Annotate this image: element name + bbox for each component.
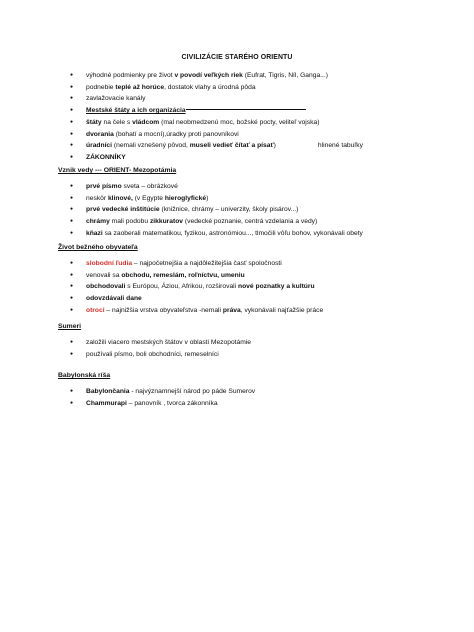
- list-item: ● podnebie teplé až horúce, dostatok vlahy a úrodná pôda: [58, 82, 444, 94]
- list-item: ● prvé vedecké inštitúcie (knižnice, chrámy – univerzity, školy pisárov...): [58, 204, 444, 216]
- intro-section: [58, 70, 444, 164]
- section-heading: Vznik vedy --- ORIENT- Mezopotámia: [58, 167, 177, 174]
- list-item: ● štáty na čele s vládcom (mal neobmedzenú moc, božské pocty, veliteľ vojska): [58, 117, 444, 129]
- list-item: ● založili viacero mestských štátov v oblasti Mezopotámie: [58, 337, 444, 349]
- babylon-list: [58, 386, 444, 409]
- section-heading: Babylonská ríša: [58, 372, 111, 379]
- list-item: ● venovali sa obchodu, remeslám, roľníctvu, umeniu: [58, 270, 444, 282]
- list-item: ● výhodné podmienky pre život v povodí veľkých riek (Eufrat, Tigris, Níl, Ganga...): [58, 70, 444, 82]
- list-item: ● úradníci (nemali vznešený pôvod, museli vedieť čítať a písať) hlinené tabuľky: [58, 140, 444, 152]
- science-list: [58, 181, 444, 240]
- list-item: ● slobodní ľudia – najpočetnejšia a najdôležitejšia časť spoločnosti: [58, 258, 444, 270]
- section-heading: Sumeri: [58, 323, 82, 330]
- list-item: ● prvé písmo sveta – obrázkové: [58, 181, 444, 193]
- list-item: ● Mestské štáty a ich organizácia: [58, 105, 444, 117]
- list-item: ● otroci – najnižšia vrstva obyvateľstva -nemali práva, vykonávali najťažšie práce: [58, 305, 444, 317]
- section-sumerians: [58, 323, 444, 360]
- list-item: ● používali písmo, boli obchodníci, remeselníci: [58, 349, 444, 361]
- document-title: CIVILIZÁCIE STARÉHO ORIENTU: [181, 54, 293, 61]
- list-item: ● chrámy mali podobu zikkuratov (vedecké poznanie, centrá vzdelania a vedy): [58, 216, 444, 228]
- underline-rule: [186, 109, 306, 110]
- list-item: ● zavlažovacie kanály: [58, 93, 444, 105]
- section-science: [58, 167, 444, 240]
- list-item: ● kňazi sa zaoberali matematikou, fyzikou, astronómiou..., tlmočili vôľu bohov, vykonávali obety: [58, 228, 444, 240]
- list-item: ● ZÁKONNÍKY: [58, 152, 444, 164]
- list-item: ● dvorania (bohatí a mocní),úradky proti panovníkovi: [58, 129, 444, 141]
- list-item: ● Babylončania - najvýznamnejší národ po páde Sumerov: [58, 386, 444, 398]
- sumerians-list: [58, 337, 444, 360]
- intro-list: [58, 70, 444, 164]
- list-item: ● odovzdávali dane: [58, 293, 444, 305]
- common-life-list: [58, 258, 444, 317]
- list-item: ● neskôr klinové, (v Egypte hieroglyfické): [58, 193, 444, 205]
- section-babylon: [58, 372, 444, 409]
- section-common-life: [58, 244, 444, 317]
- list-item: ● Chammurapi – panovník , tvorca zákonníka: [58, 398, 444, 410]
- list-item: ● obchodovali s Európou, Áziou, Afrikou, rozširovali nové poznatky a kultúru: [58, 281, 444, 293]
- section-heading: Život bežného obyvateľa: [58, 244, 138, 251]
